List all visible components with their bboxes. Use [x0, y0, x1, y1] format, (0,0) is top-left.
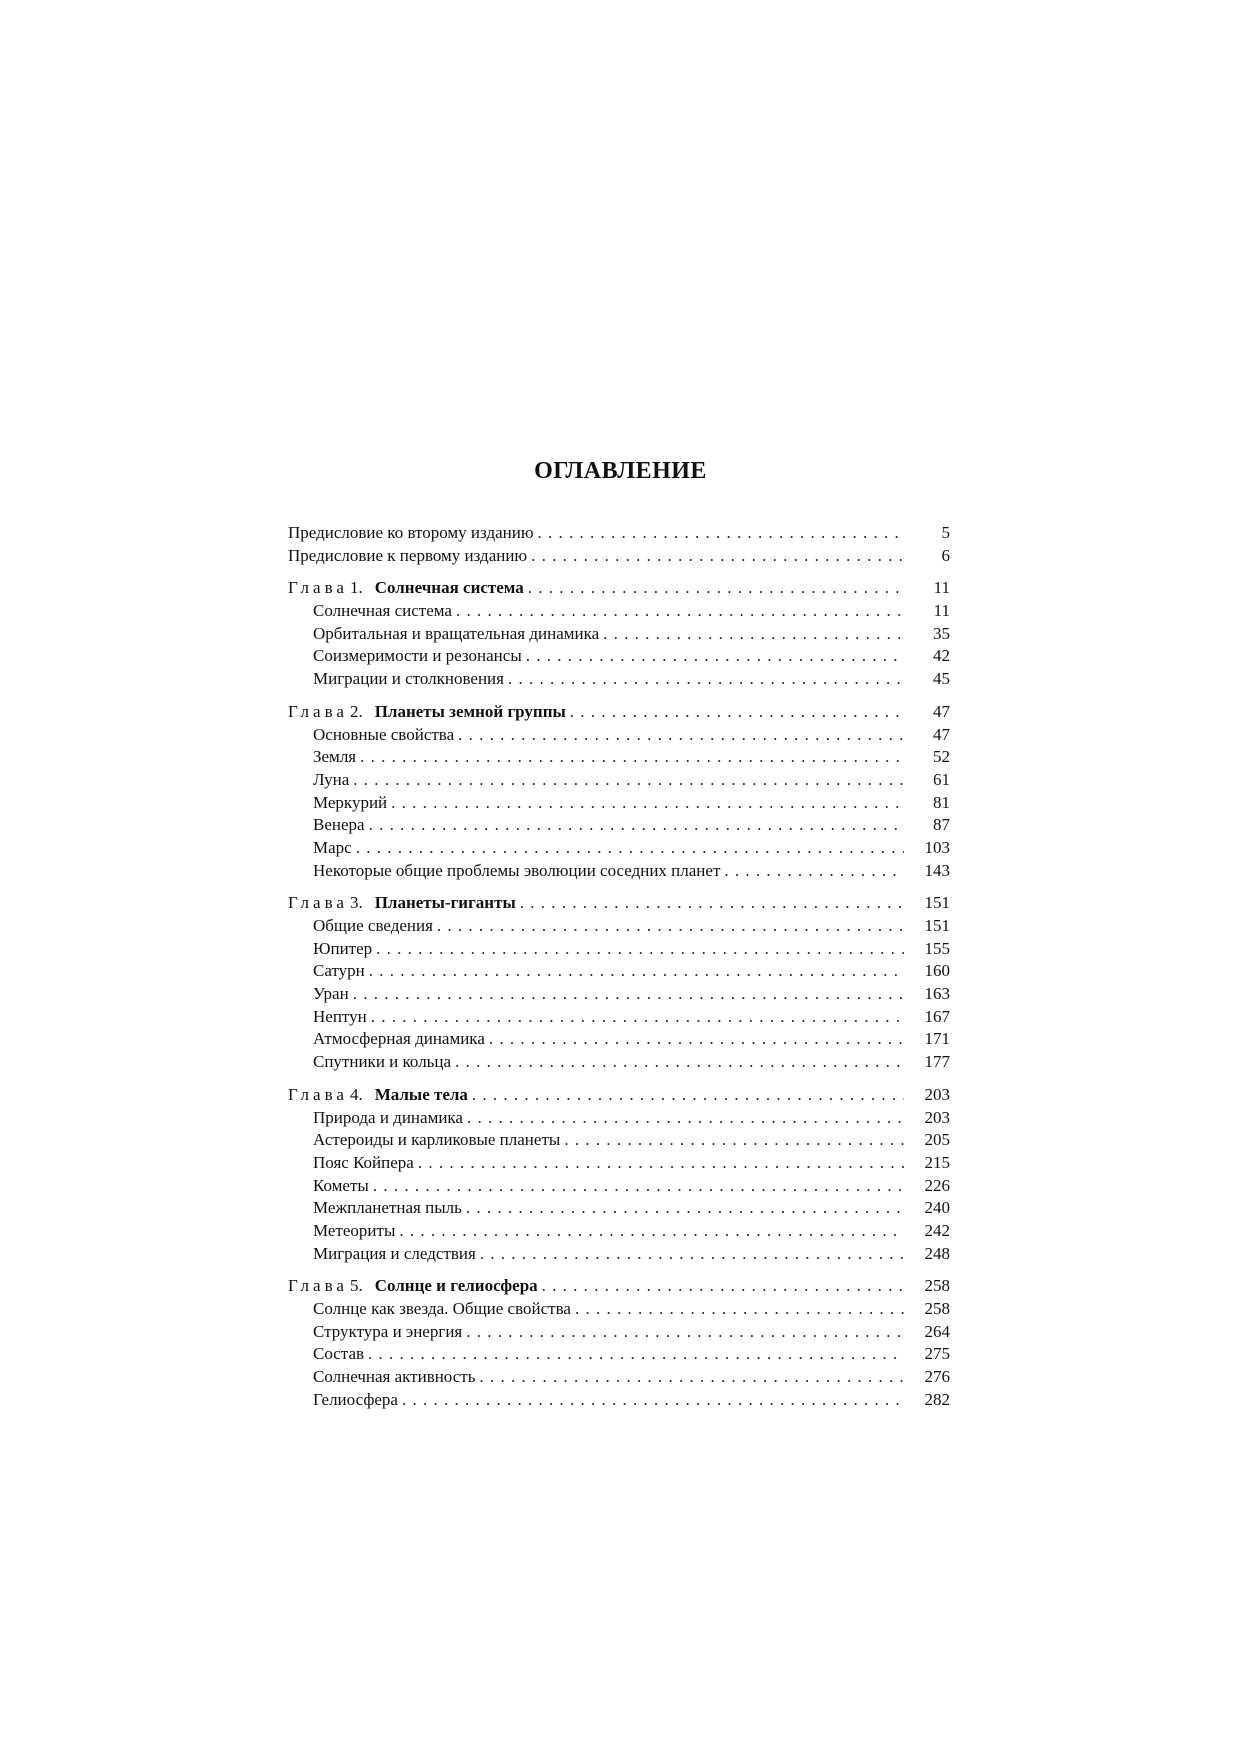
toc-section[interactable] — [288, 1243, 950, 1266]
leader-dots — [479, 1366, 904, 1389]
toc-section[interactable] — [288, 1197, 950, 1220]
leader-dots — [399, 1220, 904, 1243]
toc-section[interactable] — [288, 746, 950, 769]
toc-entry-page: 35 — [933, 623, 950, 643]
toc-chapter-4[interactable] — [288, 1084, 950, 1107]
toc-section[interactable] — [288, 1006, 950, 1029]
toc-entry-preface-2[interactable] — [288, 522, 950, 545]
leader-dots — [564, 1129, 904, 1152]
toc-entry-title: Основные свойства — [313, 724, 455, 744]
toc-entry-page: 11 — [933, 601, 950, 621]
toc-chapter-3[interactable] — [288, 892, 950, 915]
leader-dots — [360, 746, 904, 769]
chapter-group-5 — [288, 1275, 950, 1411]
leader-dots — [570, 701, 904, 724]
chapter-title: Малые тела — [374, 1084, 468, 1104]
toc-entry-page: 258 — [924, 1299, 950, 1318]
toc-section[interactable] — [288, 1175, 950, 1198]
leader-dots — [520, 892, 904, 915]
chapter-number: 2. — [349, 701, 363, 721]
chapter-prefix: Глава — [288, 893, 348, 913]
toc-entry-title: Метеориты — [313, 1220, 396, 1240]
toc-entry-title: Юпитер — [313, 938, 373, 958]
chapter-title: Планеты-гиганты — [374, 893, 516, 913]
leader-dots — [528, 577, 904, 600]
leader-dots — [724, 860, 904, 883]
toc-entry-page: 81 — [933, 792, 950, 812]
toc-section[interactable] — [288, 837, 950, 860]
toc-chapter-1[interactable] — [288, 577, 950, 600]
toc-section[interactable] — [288, 1028, 950, 1051]
toc-entry-page: 276 — [924, 1367, 950, 1387]
toc-section[interactable] — [288, 915, 950, 938]
toc-entry-title: Состав — [313, 1344, 365, 1364]
toc-section[interactable] — [288, 1298, 950, 1321]
toc-section[interactable] — [288, 668, 950, 691]
toc-section[interactable] — [288, 938, 950, 961]
toc-entry-page: 45 — [933, 669, 950, 689]
leader-dots — [489, 1028, 904, 1051]
toc-section[interactable] — [288, 1366, 950, 1389]
toc-chapter-5[interactable] — [288, 1275, 950, 1298]
toc-entry-title: Марс — [313, 837, 352, 857]
toc-entry-title: Меркурий — [313, 792, 388, 812]
toc-entry-page: 258 — [924, 1276, 950, 1296]
leader-dots — [402, 1389, 904, 1412]
toc-entry-title: Солнечная активность — [313, 1367, 476, 1387]
leader-dots — [353, 983, 904, 1006]
leader-dots — [466, 1197, 904, 1220]
toc-section[interactable] — [288, 769, 950, 792]
leader-dots — [356, 837, 904, 860]
toc-entry-title: Гелиосфера — [313, 1389, 398, 1409]
toc-entry-page: 275 — [924, 1344, 950, 1364]
toc-entry-title: Межпланетная пыль — [313, 1198, 462, 1218]
toc-entry-page: 155 — [924, 938, 950, 958]
leader-dots — [455, 1051, 904, 1074]
leader-dots — [526, 645, 904, 668]
leader-dots — [508, 668, 904, 691]
leader-dots — [542, 1275, 904, 1298]
chapter-prefix: Глава — [288, 1084, 348, 1104]
leader-dots — [466, 1321, 904, 1344]
toc-section[interactable] — [288, 1389, 950, 1412]
toc-section[interactable] — [288, 724, 950, 747]
toc-section[interactable] — [288, 1321, 950, 1344]
toc-section[interactable] — [288, 1220, 950, 1243]
toc-section[interactable] — [288, 814, 950, 837]
toc-section[interactable] — [288, 1152, 950, 1175]
toc-section[interactable] — [288, 960, 950, 983]
toc-entry-page: 42 — [933, 646, 950, 666]
toc-entry-title: Спутники и кольца — [313, 1052, 452, 1072]
toc-chapter-2[interactable] — [288, 701, 950, 724]
toc-entry-page: 160 — [924, 961, 950, 981]
toc-entry-title: Сатурн — [313, 961, 365, 981]
toc-entry-page: 215 — [924, 1152, 950, 1172]
page-title: ОГЛАВЛЕНИЕ — [534, 458, 707, 484]
toc-section[interactable] — [288, 983, 950, 1006]
toc-entry-page: 205 — [924, 1130, 950, 1150]
leader-dots — [538, 522, 904, 545]
toc-entry-page: 61 — [933, 769, 950, 789]
toc-entry-page: 226 — [924, 1175, 950, 1195]
toc-entry-page: 163 — [924, 984, 950, 1004]
toc-entry-title: Солнце как звезда. Общие свойства — [313, 1299, 571, 1318]
toc-entry-title: Природа и динамика — [313, 1107, 463, 1127]
chapter-heading — [288, 701, 566, 724]
leader-dots — [391, 792, 904, 815]
chapter-prefix: Глава — [288, 578, 348, 598]
chapter-number: 5. — [349, 1276, 363, 1296]
toc-entry-title: Уран — [313, 984, 349, 1004]
leader-dots — [603, 623, 904, 646]
toc-entry-page: 47 — [933, 701, 950, 721]
toc-entry-page: 282 — [924, 1389, 950, 1409]
chapter-heading — [288, 1084, 468, 1107]
leader-dots — [418, 1152, 904, 1175]
toc-entry-page: 87 — [933, 815, 950, 835]
toc-entry-page: 242 — [924, 1220, 950, 1240]
toc-entry-title: Астероиды и карликовые планеты — [313, 1130, 561, 1150]
toc-entry-title: Предисловие к первому изданию — [288, 545, 528, 565]
leader-dots — [369, 814, 904, 837]
toc-section[interactable] — [288, 1343, 950, 1366]
toc-entry-title: Соизмеримости и резонансы — [313, 646, 522, 666]
chapter-heading — [288, 577, 524, 600]
toc-entry-title: Земля — [313, 747, 357, 767]
chapter-title: Солнечная система — [374, 578, 524, 598]
toc-entry-title: Нептун — [313, 1006, 367, 1026]
leader-dots — [480, 1243, 904, 1266]
toc-entry-page: 151 — [924, 916, 950, 935]
leader-dots — [376, 938, 904, 961]
toc-entry-title: Орбитальная и вращательная динамика — [313, 623, 600, 643]
toc-entry-page: 177 — [924, 1052, 950, 1072]
toc-section[interactable] — [288, 860, 950, 883]
chapter-heading — [288, 1275, 538, 1298]
chapter-number: 4. — [349, 1084, 363, 1104]
toc-entry-page: 103 — [924, 837, 950, 857]
toc-entry-title: Венера — [313, 815, 365, 835]
toc-section[interactable] — [288, 1107, 950, 1130]
toc-entry-preface-1[interactable] — [288, 545, 950, 568]
leader-dots — [472, 1084, 904, 1107]
toc-entry-page: 171 — [924, 1029, 950, 1049]
leader-dots — [531, 545, 904, 568]
toc-entry-page: 203 — [924, 1084, 950, 1104]
toc-entry-title: Предисловие ко второму изданию — [288, 523, 534, 542]
toc-entry-page: 11 — [933, 578, 950, 598]
leader-dots — [467, 1107, 904, 1130]
toc-entry-page: 264 — [924, 1321, 950, 1341]
toc-entry-page: 52 — [933, 747, 950, 767]
toc-entry-title: Луна — [313, 769, 350, 789]
leader-dots — [575, 1298, 904, 1321]
toc-section[interactable] — [288, 1129, 950, 1152]
leader-dots — [373, 1175, 904, 1198]
chapter-title: Солнце и гелиосфера — [374, 1276, 538, 1296]
chapter-prefix: Глава — [288, 1276, 348, 1296]
chapter-group-4 — [288, 1084, 950, 1266]
leader-dots — [371, 1006, 904, 1029]
chapter-heading — [288, 892, 516, 915]
toc-entry-title: Структура и энергия — [313, 1321, 463, 1341]
toc-entry-title: Пояс Койпера — [313, 1152, 414, 1172]
toc-section[interactable] — [288, 645, 950, 668]
toc-entry-title: Некоторые общие проблемы эволюции соседних планет — [313, 860, 721, 880]
toc-entry-page: 248 — [924, 1243, 950, 1263]
chapter-number: 3. — [349, 893, 363, 913]
preface-group — [288, 522, 950, 567]
leader-dots — [353, 769, 904, 792]
chapter-prefix: Глава — [288, 701, 348, 721]
chapter-title: Планеты земной группы — [374, 701, 566, 721]
leader-dots — [369, 960, 904, 983]
chapter-group-1 — [288, 577, 950, 690]
toc-entry-title: Солнечная система — [313, 601, 452, 621]
toc-entry-title: Миграция и следствия — [313, 1243, 476, 1263]
toc-entry-title: Кометы — [313, 1175, 369, 1195]
toc-entry-page: 167 — [924, 1006, 950, 1026]
toc-entry-title: Общие сведения — [313, 916, 433, 935]
toc-entry-page: 6 — [941, 545, 950, 565]
toc-entry-page: 203 — [924, 1107, 950, 1127]
leader-dots — [368, 1343, 904, 1366]
toc-entry-page: 240 — [924, 1198, 950, 1218]
table-of-contents — [288, 522, 950, 1421]
toc-entry-page: 143 — [924, 860, 950, 880]
toc-section[interactable] — [288, 792, 950, 815]
chapter-group-2 — [288, 701, 950, 883]
toc-section[interactable] — [288, 600, 950, 623]
toc-entry-title: Атмосферная динамика — [313, 1029, 485, 1049]
toc-entry-page: 5 — [941, 523, 950, 542]
leader-dots — [458, 724, 904, 747]
chapter-number: 1. — [349, 578, 363, 598]
toc-entry-page: 47 — [933, 724, 950, 744]
toc-section[interactable] — [288, 1051, 950, 1074]
leader-dots — [456, 600, 904, 623]
leader-dots — [437, 915, 904, 938]
chapter-group-3 — [288, 892, 950, 1074]
toc-section[interactable] — [288, 623, 950, 646]
toc-entry-page: 151 — [924, 893, 950, 913]
toc-entry-title: Миграции и столкновения — [313, 669, 504, 689]
